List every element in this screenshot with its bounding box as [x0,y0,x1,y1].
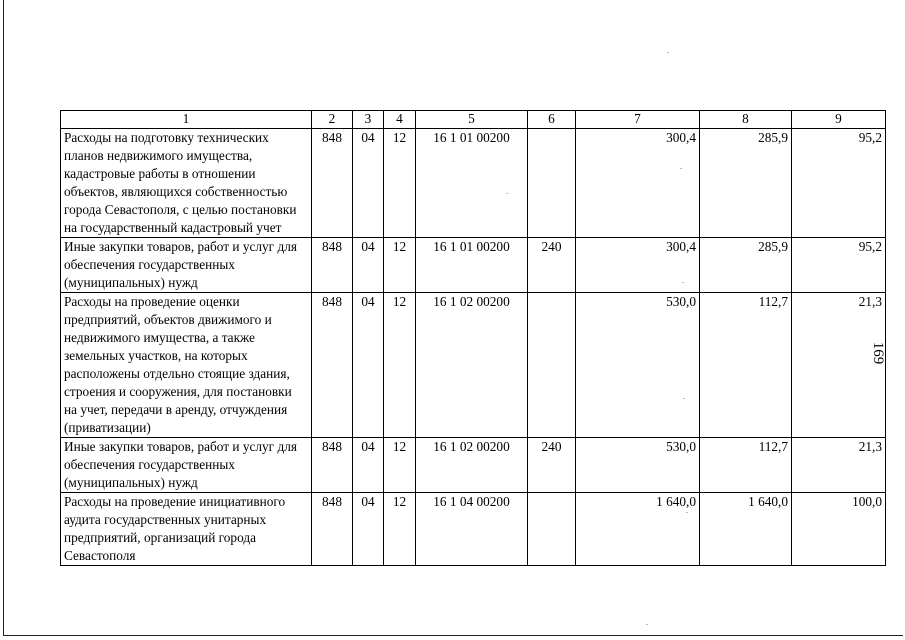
ministry-code: 848 [312,129,353,238]
ministry-code: 848 [312,293,353,438]
section-code: 04 [353,438,384,493]
section-code: 04 [353,238,384,293]
column-header: 6 [528,111,576,129]
expense-name: Иные закупки товаров, работ и услуг для обеспечения государственных (муниципальных) нужд [61,238,312,293]
table-row [61,238,886,293]
subsection-code: 12 [384,129,416,238]
execution-percent: 95,2 [792,238,886,293]
ministry-code: 848 [312,238,353,293]
table-row [61,293,886,438]
table-row [61,438,886,493]
planned-amount: 1 640,0 [576,493,700,566]
execution-percent: 95,2 [792,129,886,238]
table-row [61,129,886,238]
scan-speck [680,168,682,169]
subsection-code: 12 [384,493,416,566]
expense-name: Расходы на проведение инициативного аудита государственных унитарных предприятий, организаций города Севастополя [61,493,312,566]
target-item-code: 16 1 04 00200 [416,493,528,566]
execution-percent: 21,3 [792,293,886,438]
planned-amount: 530,0 [576,438,700,493]
column-header: 2 [312,111,353,129]
expense-type-code [528,293,576,438]
section-code: 04 [353,493,384,566]
actual-amount: 285,9 [700,129,792,238]
execution-percent: 21,3 [792,438,886,493]
expense-name: Иные закупки товаров, работ и услуг для обеспечения государственных (муниципальных) нужд [61,438,312,493]
section-code: 04 [353,293,384,438]
page-number: 169 [870,341,886,365]
target-item-code: 16 1 02 00200 [416,438,528,493]
scan-speck [683,398,685,399]
table-row [61,493,886,566]
budget-table [60,110,886,566]
expense-type-code: 240 [528,238,576,293]
subsection-code: 12 [384,293,416,438]
ministry-code: 848 [312,438,353,493]
expense-type-code: 240 [528,438,576,493]
scan-speck [686,512,688,513]
actual-amount: 1 640,0 [700,493,792,566]
planned-amount: 530,0 [576,293,700,438]
target-item-code: 16 1 01 00200 [416,129,528,238]
column-header: 7 [576,111,700,129]
target-item-code: 16 1 02 00200 [416,293,528,438]
expense-type-code [528,493,576,566]
column-header: 1 [61,111,312,129]
subsection-code: 12 [384,238,416,293]
planned-amount: 300,4 [576,129,700,238]
actual-amount: 112,7 [700,438,792,493]
planned-amount: 300,4 [576,238,700,293]
column-header: 9 [792,111,886,129]
actual-amount: 285,9 [700,238,792,293]
ministry-code: 848 [312,493,353,566]
expense-type-code [528,129,576,238]
section-code: 04 [353,129,384,238]
expense-name: Расходы на подготовку технических планов недвижимого имущества, кадастровые работы в отношении объектов, являющихся собственностью города Севастополя, с целью постановки на государственный кадастровый учет [61,129,312,238]
column-header: 4 [384,111,416,129]
column-header: 5 [416,111,528,129]
scan-speck [646,624,648,625]
expense-name: Расходы на проведение оценки предприятий, объектов движимого и недвижимого имущества, а также земельных участков, на которых расположены отдельно стоящие здания, строения и сооружения, для постановки на учет, передачи в аренду, отчуждения (приватизации) [61,293,312,438]
subsection-code: 12 [384,438,416,493]
column-header: 3 [353,111,384,129]
execution-percent: 100,0 [792,493,886,566]
scan-speck [667,52,669,53]
actual-amount: 112,7 [700,293,792,438]
header-row [61,111,886,129]
scan-speck [682,282,684,283]
target-item-code: 16 1 01 00200 [416,238,528,293]
scan-speck [506,193,508,194]
column-header: 8 [700,111,792,129]
